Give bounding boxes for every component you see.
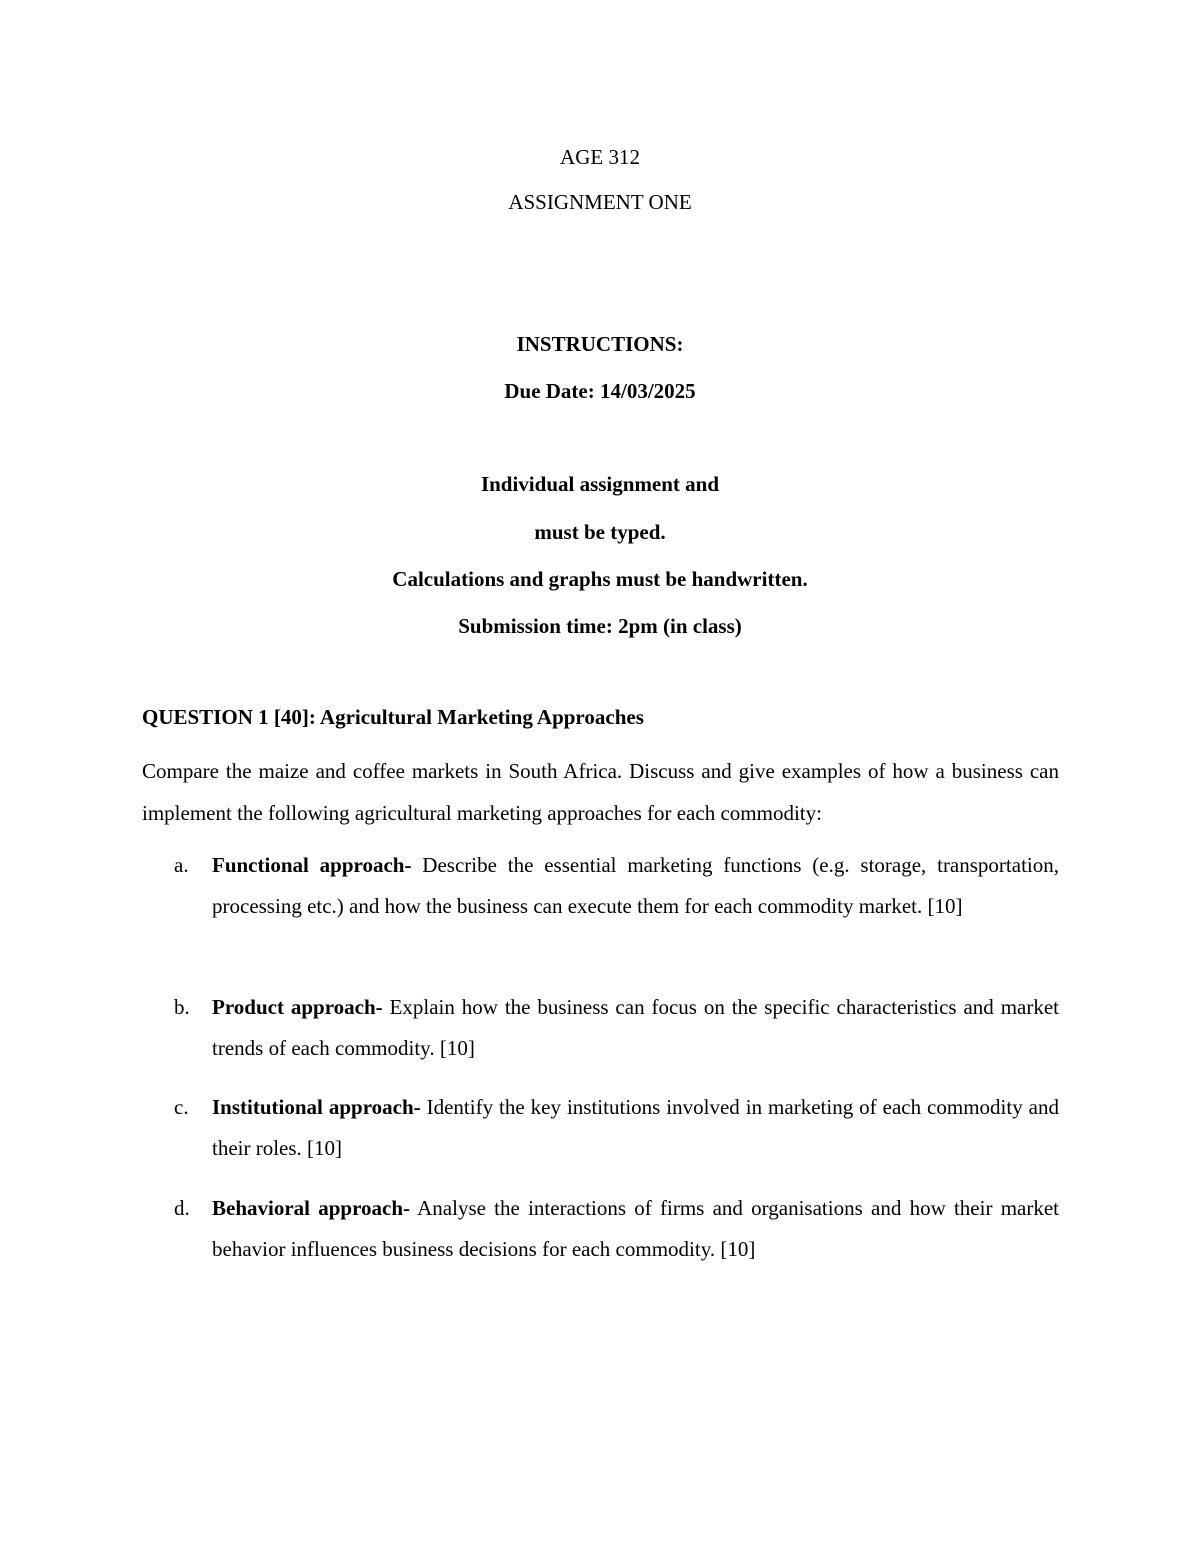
list-item-heading: Functional approach- — [212, 853, 412, 877]
list-item-heading: Behavioral approach- — [212, 1196, 411, 1220]
list-item — [142, 1188, 1059, 1270]
due-date: Due Date: 14/03/2025 — [504, 379, 696, 403]
list-item-text: Describe the essential marketing functions (e.g. storage, transportation, processing etc.) and how the business can execute them for each commodity market. [10] — [212, 853, 1059, 918]
course-code: AGE 312 — [560, 145, 640, 169]
list-item — [142, 845, 1059, 927]
list-item-body — [212, 1188, 1059, 1270]
list-item-heading: Product approach- — [212, 995, 383, 1019]
list-item-letter: d. — [174, 1196, 190, 1220]
submission-time: Submission time: 2pm (in class) — [458, 614, 742, 638]
question-intro: Compare the maize and coffee markets in South Africa. Discuss and give examples of how a business can implement the following agricultural marketing approaches for each commodity: — [142, 759, 1059, 825]
assignment-title: ASSIGNMENT ONE — [508, 190, 692, 214]
list-item — [142, 987, 1059, 1069]
list-item-body — [212, 1087, 1059, 1169]
list-item-text: Identify the key institutions involved in marketing of each commodity and their roles. [10] — [212, 1095, 1059, 1160]
list-item-heading: Institutional approach- — [212, 1095, 421, 1119]
list-item-body — [212, 987, 1059, 1069]
list-item-letter: c. — [174, 1095, 189, 1119]
question-title: QUESTION 1 [40]: Agricultural Marketing Approaches — [142, 705, 644, 729]
instructions-heading: INSTRUCTIONS: — [516, 332, 684, 356]
list-item-text: Analyse the interactions of firms and organisations and how their market behavior influences business decisions for each commodity. [10] — [212, 1196, 1060, 1261]
instruction-line-3: Calculations and graphs must be handwritten. — [392, 567, 808, 591]
list-item — [142, 1087, 1059, 1169]
list-item-letter: b. — [174, 995, 190, 1019]
list-item-body — [212, 845, 1059, 927]
instruction-line-1: Individual assignment and — [480, 472, 720, 496]
list-item-letter: a. — [174, 853, 189, 877]
instruction-line-2: must be typed. — [534, 520, 666, 544]
list-item-text: Explain how the business can focus on the specific characteristics and market trends of each commodity. [10] — [212, 995, 1060, 1060]
